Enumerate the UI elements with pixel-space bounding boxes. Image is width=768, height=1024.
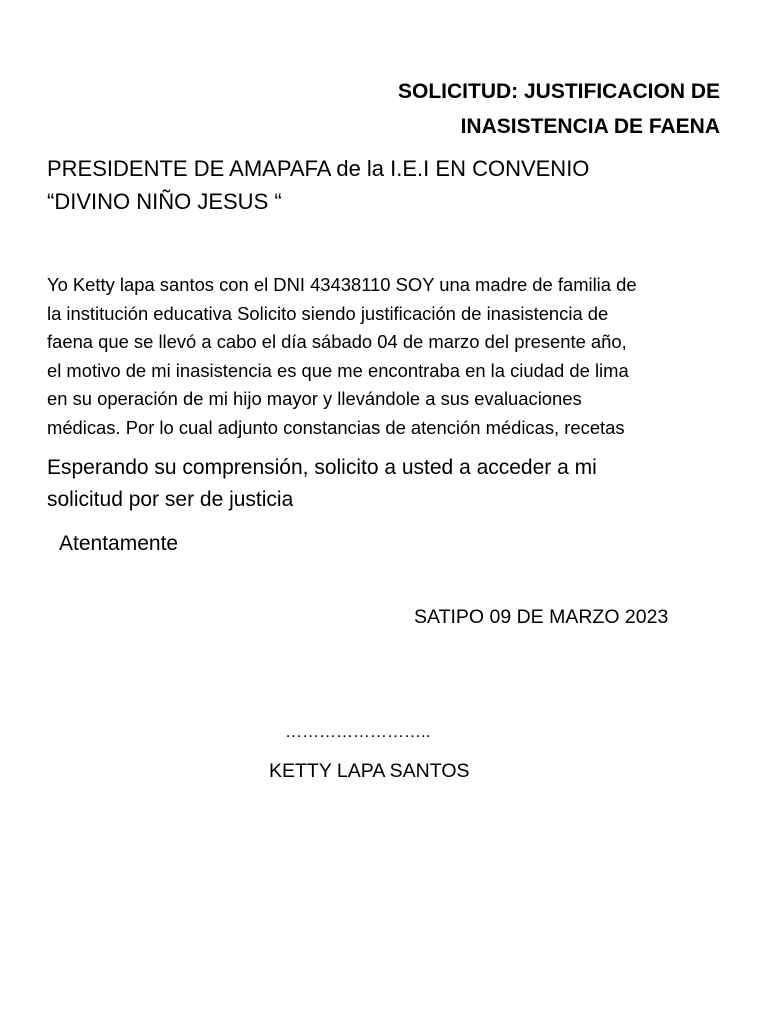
body-paragraph <box>47 271 727 443</box>
body-line: la institución educativa Solicito siendo justificación de inasistencia de <box>47 302 609 324</box>
subject-line-1: SOLICITUD: JUSTIFICACION DE <box>397 80 720 103</box>
recipient-line-2: “DIVINO NIÑO JESUS “ <box>47 189 282 214</box>
closing-line-2: solicitud por ser de justicia <box>47 488 294 511</box>
regards-text: Atentamente <box>59 532 179 555</box>
closing-paragraph <box>47 452 727 516</box>
recipient-line-1: PRESIDENTE DE AMAPAFA de la I.E.I EN CONVENIO <box>47 156 590 181</box>
recipient-block <box>47 152 737 218</box>
subject-line-2: INASISTENCIA DE FAENA <box>460 115 720 138</box>
place-date: SATIPO 09 DE MARZO 2023 <box>414 606 669 628</box>
body-line: médicas. Por lo cual adjunto constancias de atención médicas, recetas <box>47 416 625 438</box>
subject-heading <box>300 74 720 144</box>
signer-name: KETTY LAPA SANTOS <box>269 760 470 782</box>
body-line: en su operación de mi hijo mayor y llevándole a sus evaluaciones <box>47 388 582 410</box>
signature-line: …………………….. <box>285 722 431 741</box>
closing-line-1: Esperando su comprensión, solicito a usted a acceder a mi <box>47 456 597 479</box>
body-line: Yo Ketty lapa santos con el DNI 43438110 SOY una madre de familia de <box>47 274 637 295</box>
body-line: el motivo de mi inasistencia es que me encontraba en la ciudad de lima <box>47 359 629 381</box>
body-line: faena que se llevó a cabo el día sábado 04 de marzo del presente año, <box>47 331 627 353</box>
